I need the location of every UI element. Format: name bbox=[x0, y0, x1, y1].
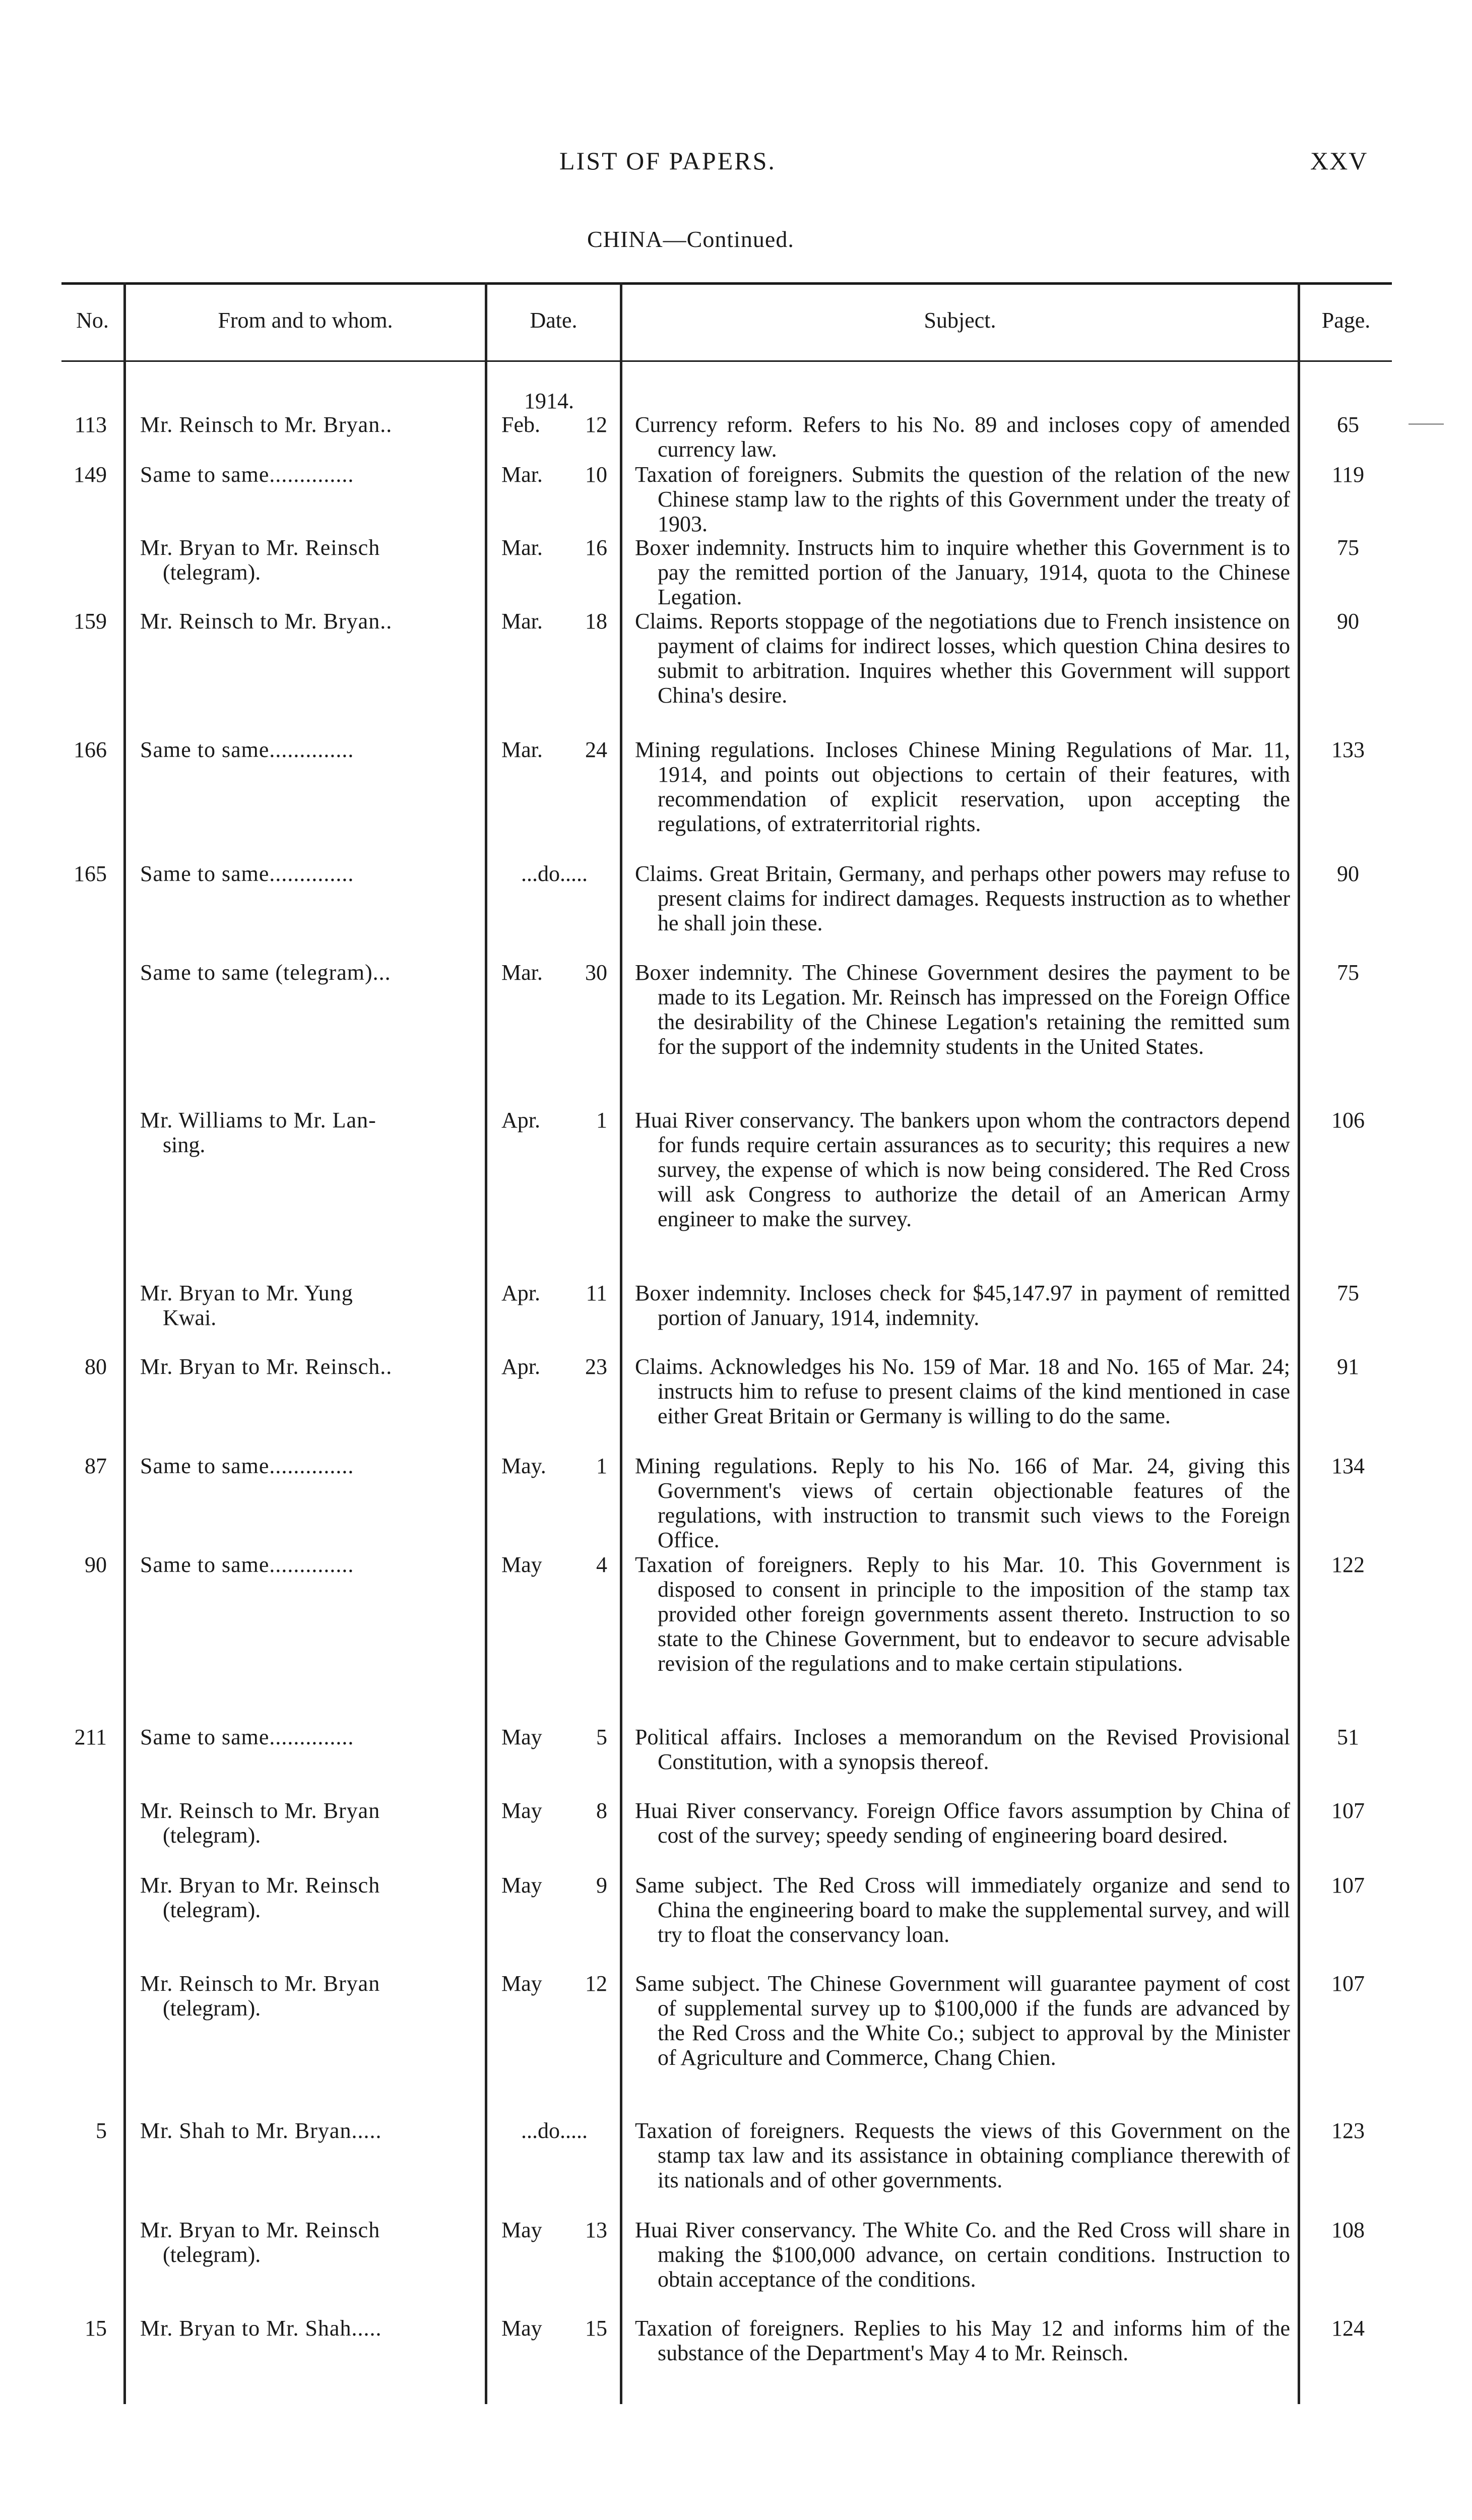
subject-text: Mining regulations. Reply to his No. 166 of Mar. 24, giving this Government's views of certain objectionable features of the regulations, with instruction to transmit such views to the Foreign Office. bbox=[635, 1454, 1290, 1552]
date-month: Mar. bbox=[501, 960, 543, 985]
subject-text: Same subject. The Chinese Government will guarantee payment of cost of supplemental survey up to $100,000 if the funds are advanced by the Red Cross and the White Co.; subject to approval by the Minister of Agriculture and Commerce, Chang Chien. bbox=[635, 1971, 1290, 2070]
from-to-line: Mr. Bryan to Mr. Reinsch bbox=[140, 535, 380, 560]
from-to-line: Same to same.............. bbox=[140, 861, 354, 886]
row-subject bbox=[635, 861, 1290, 935]
from-to-continuation: sing. bbox=[163, 1132, 206, 1157]
subject-text: Mining regulations. Incloses Chinese Mining Regulations of Mar. 11, 1914, and points out objections to certain of their features, with recommendation of explicit reservation, upon accepting the regulations, of extraterritorial rights. bbox=[635, 737, 1290, 836]
row-page: 107 bbox=[1331, 1971, 1365, 1996]
row-page: 107 bbox=[1331, 1798, 1365, 1823]
row-page: 65 bbox=[1337, 412, 1359, 437]
row-from-to bbox=[140, 1454, 470, 1478]
from-to-continuation: (telegram). bbox=[163, 2242, 261, 2267]
row-page: 107 bbox=[1331, 1873, 1365, 1898]
date-month: Apr. bbox=[501, 1108, 540, 1132]
row-subject bbox=[635, 1971, 1290, 2070]
row-subject bbox=[635, 1725, 1290, 1774]
row-page: 75 bbox=[1337, 960, 1359, 985]
date-month: May bbox=[501, 2316, 542, 2341]
from-to-line: Same to same.............. bbox=[140, 1454, 354, 1478]
from-to-line: Mr. Bryan to Mr. Yung bbox=[140, 1281, 353, 1305]
row-from-to bbox=[140, 1281, 470, 1330]
row-page: 75 bbox=[1337, 1281, 1359, 1305]
date-month: Mar. bbox=[501, 737, 543, 762]
row-from-to bbox=[140, 1873, 470, 1922]
row-page: 122 bbox=[1331, 1552, 1365, 1577]
date-month: Apr. bbox=[501, 1281, 540, 1305]
row-subject bbox=[635, 1108, 1290, 1231]
date-month: May. bbox=[501, 1454, 546, 1478]
row-from-to bbox=[140, 1354, 470, 1379]
row-subject bbox=[635, 1552, 1290, 1676]
running-title: LIST OF PAPERS. bbox=[559, 147, 776, 175]
subject-text: Political affairs. Incloses a memorandum on the Revised Provisional Constitution, with a synopsis thereof. bbox=[635, 1725, 1290, 1774]
date-month: May bbox=[501, 1798, 542, 1823]
date-day: 16 bbox=[585, 535, 607, 560]
from-to-continuation: (telegram). bbox=[163, 1823, 261, 1848]
row-page: 133 bbox=[1331, 737, 1365, 762]
date-day: 5 bbox=[596, 1725, 607, 1749]
row-subject bbox=[635, 1873, 1290, 1947]
row-from-to bbox=[140, 609, 470, 634]
subject-text: Huai River conservancy. Foreign Office favors assumption by China of cost of the survey; speedy sending of engineering board desired. bbox=[635, 1798, 1290, 1848]
row-number: 5 bbox=[96, 2118, 107, 2143]
subject-text: Currency reform. Refers to his No. 89 and incloses copy of amended currency law. bbox=[635, 412, 1290, 462]
subject-text: Claims. Great Britain, Germany, and perhaps other powers may refuse to present claims for indirect damages. Requests instruction as to whether he shall join these. bbox=[635, 861, 1290, 935]
row-from-to bbox=[140, 2316, 470, 2341]
date-day: 4 bbox=[596, 1552, 607, 1577]
row-from-to bbox=[140, 861, 470, 886]
row-page: 119 bbox=[1331, 462, 1365, 487]
date-month: Mar. bbox=[501, 609, 543, 634]
year-label: 1914. bbox=[524, 389, 574, 413]
subject-text: Taxation of foreigners. Requests the views of this Government on the stamp tax law and its assistance in obtaining compliance therewith of its nationals and of other governments. bbox=[635, 2118, 1290, 2192]
row-number: 113 bbox=[74, 412, 107, 437]
row-from-to bbox=[140, 1971, 470, 2021]
column-header-date: Date. bbox=[530, 308, 578, 333]
from-to-continuation: (telegram). bbox=[163, 1996, 261, 2021]
subject-text: Claims. Reports stoppage of the negotiations due to French insistence on payment of claims for indirect losses, which question China desires to submit to arbitration. Inquires whether this Government will support China's desire. bbox=[635, 609, 1290, 708]
row-from-to bbox=[140, 1725, 470, 1749]
date-month: May bbox=[501, 2218, 542, 2242]
row-page: 91 bbox=[1337, 1354, 1359, 1379]
row-number: 159 bbox=[74, 609, 107, 634]
row-from-to bbox=[140, 412, 470, 437]
from-to-line: Same to same.............. bbox=[140, 737, 354, 762]
date-month: ...do..... bbox=[521, 861, 588, 886]
from-to-line: Same to same.............. bbox=[140, 1725, 354, 1749]
from-to-line: Mr. Shah to Mr. Bryan..... bbox=[140, 2118, 382, 2143]
row-from-to bbox=[140, 2218, 470, 2267]
date-day: 8 bbox=[596, 1798, 607, 1823]
date-day: 24 bbox=[585, 737, 607, 762]
date-month: Feb. bbox=[501, 412, 540, 437]
row-from-to bbox=[140, 2118, 470, 2143]
date-month: Mar. bbox=[501, 462, 543, 487]
row-from-to bbox=[140, 737, 470, 762]
from-to-line: Mr. Williams to Mr. Lan- bbox=[140, 1108, 376, 1132]
date-day: 23 bbox=[585, 1354, 607, 1379]
row-page: 90 bbox=[1337, 609, 1359, 634]
row-page: 108 bbox=[1331, 2218, 1365, 2242]
column-header-subject: Subject. bbox=[924, 308, 996, 333]
from-to-continuation: Kwai. bbox=[163, 1305, 217, 1330]
date-month: May bbox=[501, 1725, 542, 1749]
from-to-line: Mr. Bryan to Mr. Reinsch.. bbox=[140, 1354, 393, 1379]
column-header-from-to: From and to whom. bbox=[218, 308, 393, 333]
row-subject bbox=[635, 2218, 1290, 2292]
subject-text: Boxer indemnity. The Chinese Government desires the payment to be made to its Legation. Mr. Reinsch has impressed on the Foreign Office the desirability of the Chinese Legation's retaining the remitted sum for the support of the indemnity students in the United States. bbox=[635, 960, 1290, 1059]
row-number: 15 bbox=[85, 2316, 107, 2341]
subject-text: Boxer indemnity. Incloses check for $45,147.97 in payment of remitted portion of January, 1914, indemnity. bbox=[635, 1281, 1290, 1330]
row-from-to bbox=[140, 462, 470, 487]
row-subject bbox=[635, 412, 1290, 462]
date-month: May bbox=[501, 1552, 542, 1577]
subject-text: Taxation of foreigners. Reply to his Mar. 10. This Government is disposed to consent in principle to the imposition of the stamp tax provided other foreign governments assent thereto. Instruction to so state to the Chinese Government, but to endeavor to secure advisable revision of the regulations and to make certain stipulations. bbox=[635, 1552, 1290, 1676]
date-month: ...do..... bbox=[521, 2118, 588, 2143]
row-number: 80 bbox=[85, 1354, 107, 1379]
from-to-line: Mr. Bryan to Mr. Reinsch bbox=[140, 2218, 380, 2242]
subject-text: Boxer indemnity. Instructs him to inquire whether this Government is to pay the remitted portion of the January, 1914, quota to the Chinese Legation. bbox=[635, 535, 1290, 609]
subject-text: Same subject. The Red Cross will immediately organize and send to China the engineering board to make the supplemental survey, and will try to float the conservancy loan. bbox=[635, 1873, 1290, 1947]
row-subject bbox=[635, 1454, 1290, 1552]
row-number: 90 bbox=[85, 1552, 107, 1577]
row-subject bbox=[635, 2316, 1290, 2365]
from-to-line: Mr. Reinsch to Mr. Bryan bbox=[140, 1971, 380, 1996]
row-from-to bbox=[140, 1552, 470, 1577]
row-subject bbox=[635, 462, 1290, 536]
date-day: 9 bbox=[596, 1873, 607, 1898]
from-to-line: Mr. Bryan to Mr. Reinsch bbox=[140, 1873, 380, 1898]
row-page: 75 bbox=[1337, 535, 1359, 560]
row-subject bbox=[635, 737, 1290, 836]
row-subject bbox=[635, 2118, 1290, 2192]
row-number: 165 bbox=[74, 861, 107, 886]
row-number: 211 bbox=[74, 1725, 107, 1749]
row-page: 134 bbox=[1331, 1454, 1365, 1478]
from-to-continuation: (telegram). bbox=[163, 560, 261, 585]
row-from-to bbox=[140, 535, 470, 585]
date-day: 1 bbox=[596, 1108, 607, 1132]
from-to-line: Mr. Reinsch to Mr. Bryan.. bbox=[140, 412, 393, 437]
row-page: 90 bbox=[1337, 861, 1359, 886]
row-subject bbox=[635, 1798, 1290, 1848]
subject-text: Huai River conservancy. The bankers upon whom the contractors depend for funds require certain assurances as to security; this requires a new survey, the expense of which is now being considered. The Red Cross will ask Congress to authorize the detail of an American Army engineer to make the survey. bbox=[635, 1108, 1290, 1231]
date-month: May bbox=[501, 1873, 542, 1898]
date-day: 11 bbox=[586, 1281, 607, 1305]
date-day: 12 bbox=[585, 412, 607, 437]
date-day: 10 bbox=[585, 462, 607, 487]
date-month: Apr. bbox=[501, 1354, 540, 1379]
row-from-to bbox=[140, 1798, 470, 1848]
section-heading: CHINA—Continued. bbox=[587, 226, 794, 252]
subject-text: Huai River conservancy. The White Co. and the Red Cross will share in making the $100,000 advance, on certain conditions. Instruction to obtain acceptance of the conditions. bbox=[635, 2218, 1290, 2292]
row-number: 166 bbox=[74, 737, 107, 762]
row-subject bbox=[635, 609, 1290, 708]
column-header-page: Page. bbox=[1321, 308, 1371, 333]
row-number: 149 bbox=[74, 462, 107, 487]
row-page: 123 bbox=[1331, 2118, 1365, 2143]
date-day: 30 bbox=[585, 960, 607, 985]
row-subject bbox=[635, 1354, 1290, 1428]
row-from-to bbox=[140, 960, 470, 985]
from-to-line: Same to same.............. bbox=[140, 1552, 354, 1577]
row-page: 51 bbox=[1337, 1725, 1359, 1749]
date-day: 18 bbox=[585, 609, 607, 634]
row-number: 87 bbox=[85, 1454, 107, 1478]
subject-text: Claims. Acknowledges his No. 159 of Mar. 18 and No. 165 of Mar. 24; instructs him to refuse to present claims of the kind mentioned in case either Great Britain or Germany is willing to do the same. bbox=[635, 1354, 1290, 1428]
date-day: 15 bbox=[585, 2316, 607, 2341]
date-day: 12 bbox=[585, 1971, 607, 1996]
row-subject bbox=[635, 1281, 1290, 1330]
from-to-line: Same to same.............. bbox=[140, 462, 354, 487]
date-day: 13 bbox=[585, 2218, 607, 2242]
from-to-line: Mr. Reinsch to Mr. Bryan.. bbox=[140, 609, 393, 634]
page-number: XXV bbox=[1310, 147, 1368, 175]
from-to-line: Mr. Bryan to Mr. Shah..... bbox=[140, 2316, 382, 2341]
row-page: 106 bbox=[1331, 1108, 1365, 1132]
from-to-line: Mr. Reinsch to Mr. Bryan bbox=[140, 1798, 380, 1823]
from-to-line: Same to same (telegram)... bbox=[140, 960, 391, 985]
subject-text: Taxation of foreigners. Replies to his May 12 and informs him of the substance of the Department's May 4 to Mr. Reinsch. bbox=[635, 2316, 1290, 2365]
row-subject bbox=[635, 960, 1290, 1059]
row-page: 124 bbox=[1331, 2316, 1365, 2341]
from-to-continuation: (telegram). bbox=[163, 1898, 261, 1922]
row-subject bbox=[635, 535, 1290, 609]
date-day: 1 bbox=[596, 1454, 607, 1478]
column-header-no: No. bbox=[76, 308, 109, 333]
subject-text: Taxation of foreigners. Submits the question of the relation of the new Chinese stamp law to the rights of this Government under the treaty of 1903. bbox=[635, 462, 1290, 536]
row-from-to bbox=[140, 1108, 470, 1157]
date-month: Mar. bbox=[501, 535, 543, 560]
date-month: May bbox=[501, 1971, 542, 1996]
